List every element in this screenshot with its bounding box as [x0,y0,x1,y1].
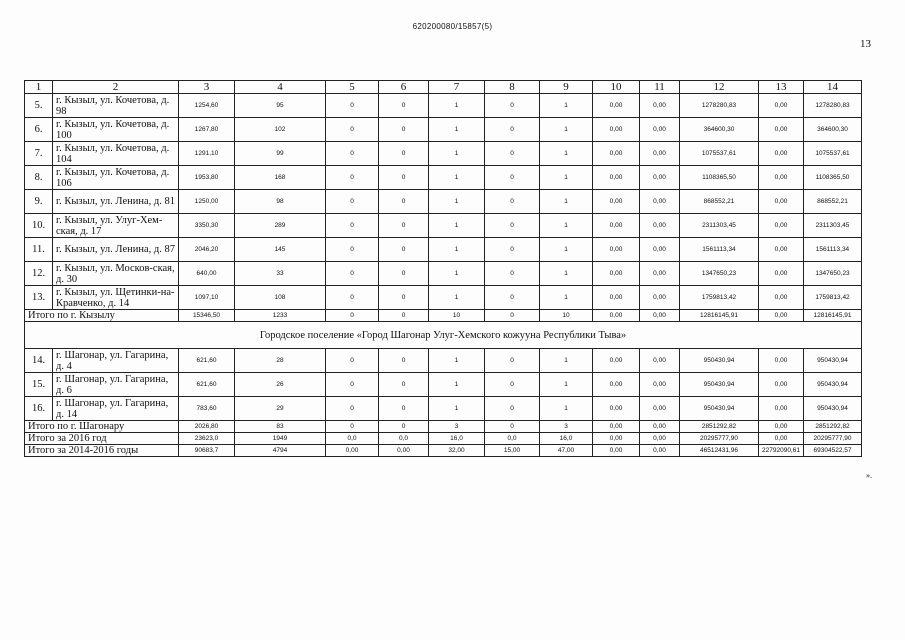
row-number: 10. [25,214,53,238]
value-cell: 950430,94 [680,397,759,421]
value-cell: 1 [540,190,593,214]
table-row [25,286,862,310]
value-cell: 168 [235,166,326,190]
value-cell: 1 [429,142,485,166]
summary-value: 0,00 [326,445,379,457]
value-cell: 0 [326,142,379,166]
value-cell: 1 [429,349,485,373]
value-cell: 1 [429,214,485,238]
value-cell: 0 [326,286,379,310]
summary-value: 0,00 [379,445,429,457]
subtotal-value: 0 [379,310,429,322]
value-cell: 0,00 [759,286,804,310]
value-cell: 1 [540,373,593,397]
value-cell: 0,00 [759,397,804,421]
value-cell: 0 [485,118,540,142]
summary-value: 47,00 [540,445,593,457]
subtotal-value: 10 [540,310,593,322]
value-cell: 0,00 [640,94,680,118]
subtotal-value: 12816145,91 [804,310,862,322]
value-cell: 0 [379,214,429,238]
address-cell: г. Кызыл, ул. Москов-ская, д. 30 [53,262,179,286]
value-cell: 98 [235,190,326,214]
document-id: 620200080/15857(5) [412,22,493,31]
address-cell: г. Кызыл, ул. Кочетова, д. 100 [53,118,179,142]
column-number-cell: 9 [540,81,593,94]
column-number-cell: 13 [759,81,804,94]
value-cell: 1 [540,262,593,286]
value-cell: 1561113,34 [804,238,862,262]
value-cell: 1 [429,262,485,286]
table-row [25,238,862,262]
summary-value: 20295777,90 [680,433,759,445]
value-cell: 868552,21 [680,190,759,214]
summary-value: 16,0 [429,433,485,445]
value-cell: 1759813,42 [804,286,862,310]
value-cell: 0 [379,118,429,142]
value-cell: 0 [379,238,429,262]
value-cell: 0 [326,94,379,118]
value-cell: 950430,94 [680,373,759,397]
address-cell: г. Кызыл, ул. Кочетова, д. 98 [53,94,179,118]
summary-value: 1949 [235,433,326,445]
subtotal-value: 10 [429,310,485,322]
value-cell: 1250,00 [179,190,235,214]
summary-row [25,433,862,445]
value-cell: 0,00 [593,238,640,262]
value-cell: 2046,20 [179,238,235,262]
value-cell: 1254,60 [179,94,235,118]
value-cell: 0,00 [640,238,680,262]
row-number: 11. [25,238,53,262]
address-cell: г. Шагонар, ул. Гагарина, д. 6 [53,373,179,397]
value-cell: 364600,30 [804,118,862,142]
value-cell: 0,00 [759,349,804,373]
summary-value: 22792090,61 [759,445,804,457]
value-cell: 0,00 [759,94,804,118]
value-cell: 0 [379,142,429,166]
value-cell: 621,60 [179,349,235,373]
value-cell: 102 [235,118,326,142]
row-number: 14. [25,349,53,373]
value-cell: 1 [540,238,593,262]
subtotal-value: 0,00 [640,421,680,433]
value-cell: 1291,10 [179,142,235,166]
value-cell: 0,00 [640,286,680,310]
summary-value: 0,00 [759,433,804,445]
value-cell: 0 [326,397,379,421]
value-cell: 1561113,34 [680,238,759,262]
column-number-cell: 14 [804,81,862,94]
summary-value: 0,00 [593,445,640,457]
page-number: 13 [860,38,871,50]
column-number-cell: 3 [179,81,235,94]
table-row [25,166,862,190]
summary-value: 32,00 [429,445,485,457]
value-cell: 0 [379,94,429,118]
value-cell: 0 [326,349,379,373]
value-cell: 0 [485,142,540,166]
summary-value: 69304522,57 [804,445,862,457]
value-cell: 1108365,50 [804,166,862,190]
value-cell: 29 [235,397,326,421]
address-cell: г. Кызыл, ул. Улуг-Хем-ская, д. 17 [53,214,179,238]
subtotal-value: 0,00 [593,310,640,322]
value-cell: 1 [540,118,593,142]
address-cell: г. Шагонар, ул. Гагарина, д. 4 [53,349,179,373]
value-cell: 0,00 [640,397,680,421]
value-cell: 0,00 [759,142,804,166]
value-cell: 0 [485,262,540,286]
value-cell: 0,00 [759,373,804,397]
table-row [25,262,862,286]
column-number-row [25,81,862,94]
value-cell: 1075537,61 [680,142,759,166]
row-number: 16. [25,397,53,421]
value-cell: 289 [235,214,326,238]
subtotal-value: 0,00 [759,421,804,433]
value-cell: 1 [429,190,485,214]
value-cell: 0,00 [759,262,804,286]
value-cell: 1 [540,166,593,190]
value-cell: 0,00 [593,190,640,214]
value-cell: 0,00 [640,262,680,286]
column-number-cell: 5 [326,81,379,94]
table-row [25,214,862,238]
address-cell: г. Кызыл, ул. Кочетова, д. 104 [53,142,179,166]
summary-value: 0,0 [485,433,540,445]
value-cell: 0 [379,166,429,190]
subtotal-value: 83 [235,421,326,433]
summary-value: 16,0 [540,433,593,445]
value-cell: 0,00 [593,373,640,397]
subtotal-row [25,310,862,322]
value-cell: 1 [540,397,593,421]
column-number-cell: 2 [53,81,179,94]
value-cell: 108 [235,286,326,310]
summary-value: 0,00 [640,433,680,445]
column-number-cell: 10 [593,81,640,94]
summary-value: 0,00 [640,445,680,457]
row-number: 5. [25,94,53,118]
value-cell: 950430,94 [804,397,862,421]
value-cell: 0,00 [593,349,640,373]
value-cell: 0 [485,166,540,190]
summary-label: Итого за 2016 год [25,433,179,445]
table-row [25,397,862,421]
value-cell: 950430,94 [804,349,862,373]
value-cell: 0,00 [640,373,680,397]
value-cell: 0,00 [640,349,680,373]
value-cell: 145 [235,238,326,262]
value-cell: 1759813,42 [680,286,759,310]
subtotal-value: 2026,80 [179,421,235,433]
value-cell: 0 [379,262,429,286]
address-cell: г. Кызыл, ул. Ленина, д. 81 [53,190,179,214]
value-cell: 1347650,23 [804,262,862,286]
subtotal-label: Итого по г. Шагонару [25,421,179,433]
row-number: 8. [25,166,53,190]
value-cell: 1 [540,214,593,238]
value-cell: 1097,10 [179,286,235,310]
subtotal-value: 3 [429,421,485,433]
value-cell: 0 [379,397,429,421]
summary-value: 0,0 [379,433,429,445]
subtotal-value: 0,00 [759,310,804,322]
subtotal-value: 0 [485,421,540,433]
value-cell: 621,60 [179,373,235,397]
column-number-cell: 8 [485,81,540,94]
address-cell: г. Шагонар, ул. Гагарина, д. 14 [53,397,179,421]
subtotal-value: 12816145,91 [680,310,759,322]
value-cell: 0,00 [759,190,804,214]
subtotal-value: 15346,50 [179,310,235,322]
summary-row [25,445,862,457]
value-cell: 0 [326,262,379,286]
value-cell: 0,00 [593,262,640,286]
value-cell: 0,00 [640,190,680,214]
section-heading-row [25,322,862,349]
subtotal-value: 0,00 [640,310,680,322]
subtotal-value: 0 [485,310,540,322]
value-cell: 1 [429,373,485,397]
value-cell: 0 [326,190,379,214]
value-cell: 0 [485,238,540,262]
subtotal-row [25,421,862,433]
value-cell: 0 [326,118,379,142]
summary-value: 0,0 [326,433,379,445]
value-cell: 99 [235,142,326,166]
value-cell: 2311303,45 [804,214,862,238]
value-cell: 1 [429,166,485,190]
table-row [25,190,862,214]
subtotal-value: 0,00 [593,421,640,433]
subtotal-value: 0 [326,310,379,322]
value-cell: 0 [485,286,540,310]
value-cell: 364600,30 [680,118,759,142]
summary-value: 23623,0 [179,433,235,445]
address-cell: г. Кызыл, ул. Щетинки-на-Кравченко, д. 14 [53,286,179,310]
value-cell: 1 [429,238,485,262]
value-cell: 1278280,83 [804,94,862,118]
subtotal-value: 3 [540,421,593,433]
value-cell: 0,00 [759,166,804,190]
value-cell: 1075537,61 [804,142,862,166]
closing-quote-mark: ». [866,471,872,480]
value-cell: 1267,80 [179,118,235,142]
value-cell: 0 [485,94,540,118]
value-cell: 0,00 [640,214,680,238]
value-cell: 950430,94 [680,349,759,373]
value-cell: 1347650,23 [680,262,759,286]
section-heading: Городское поселение «Город Шагонар Улуг-Хемского кожууна Республики Тыва» [25,322,862,349]
summary-value: 90683,7 [179,445,235,457]
value-cell: 2311303,45 [680,214,759,238]
address-cell: г. Кызыл, ул. Ленина, д. 87 [53,238,179,262]
subtotal-label: Итого по г. Кызылу [25,310,179,322]
value-cell: 0,00 [640,166,680,190]
value-cell: 0,00 [759,214,804,238]
summary-value: 0,00 [593,433,640,445]
value-cell: 0,00 [640,118,680,142]
value-cell: 1 [429,94,485,118]
subtotal-value: 2851292,82 [680,421,759,433]
table-row [25,142,862,166]
subtotal-value: 1233 [235,310,326,322]
value-cell: 3350,30 [179,214,235,238]
value-cell: 28 [235,349,326,373]
row-number: 6. [25,118,53,142]
value-cell: 0,00 [640,142,680,166]
value-cell: 0,00 [593,118,640,142]
column-number-cell: 1 [25,81,53,94]
summary-value: 15,00 [485,445,540,457]
subtotal-value: 0 [326,421,379,433]
value-cell: 0 [379,286,429,310]
value-cell: 1 [540,286,593,310]
value-cell: 1 [429,118,485,142]
subtotal-value: 2851292,82 [804,421,862,433]
value-cell: 0 [326,238,379,262]
summary-label: Итого за 2014-2016 годы [25,445,179,457]
value-cell: 0 [326,373,379,397]
value-cell: 0,00 [759,238,804,262]
value-cell: 0 [485,373,540,397]
value-cell: 0 [379,373,429,397]
row-number: 7. [25,142,53,166]
summary-value: 46512431,96 [680,445,759,457]
value-cell: 0,00 [593,286,640,310]
value-cell: 1278280,83 [680,94,759,118]
row-number: 9. [25,190,53,214]
value-cell: 783,60 [179,397,235,421]
value-cell: 1108365,50 [680,166,759,190]
value-cell: 0 [379,349,429,373]
value-cell: 95 [235,94,326,118]
value-cell: 1 [540,94,593,118]
value-cell: 0,00 [593,94,640,118]
value-cell: 640,00 [179,262,235,286]
data-table [24,80,862,457]
value-cell: 0 [485,214,540,238]
value-cell: 0,00 [593,166,640,190]
value-cell: 0,00 [593,214,640,238]
value-cell: 0,00 [593,142,640,166]
value-cell: 868552,21 [804,190,862,214]
value-cell: 0 [485,349,540,373]
value-cell: 26 [235,373,326,397]
value-cell: 1 [540,142,593,166]
row-number: 12. [25,262,53,286]
table-row [25,118,862,142]
value-cell: 0 [326,166,379,190]
table-row [25,94,862,118]
value-cell: 1953,80 [179,166,235,190]
value-cell: 0 [379,190,429,214]
value-cell: 33 [235,262,326,286]
column-number-cell: 6 [379,81,429,94]
value-cell: 0 [326,214,379,238]
summary-value: 20295777,90 [804,433,862,445]
value-cell: 1 [540,349,593,373]
column-number-cell: 4 [235,81,326,94]
table-row [25,349,862,373]
value-cell: 950430,94 [804,373,862,397]
value-cell: 0 [485,190,540,214]
value-cell: 0 [485,397,540,421]
address-cell: г. Кызыл, ул. Кочетова, д. 106 [53,166,179,190]
column-number-cell: 7 [429,81,485,94]
subtotal-value: 0 [379,421,429,433]
value-cell: 0,00 [593,397,640,421]
row-number: 15. [25,373,53,397]
summary-value: 4794 [235,445,326,457]
value-cell: 1 [429,397,485,421]
value-cell: 0,00 [759,118,804,142]
column-number-cell: 12 [680,81,759,94]
value-cell: 1 [429,286,485,310]
table-row [25,373,862,397]
row-number: 13. [25,286,53,310]
column-number-cell: 11 [640,81,680,94]
